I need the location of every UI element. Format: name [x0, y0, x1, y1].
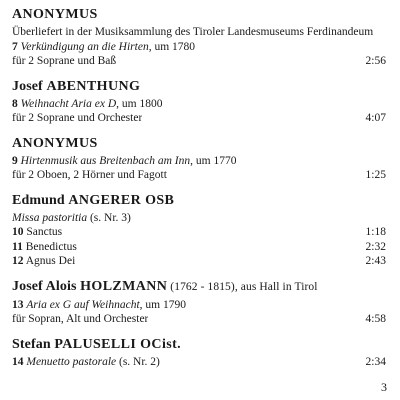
track-number: 14 — [12, 355, 24, 368]
composer-name — [12, 336, 386, 353]
composer-firstname: Edmund — [12, 192, 65, 208]
track-number: 9 — [12, 154, 18, 167]
section-abenthung — [12, 78, 386, 126]
track-scoring: für Sopran, Alt und Orchester — [12, 313, 149, 325]
composer-name — [12, 192, 386, 209]
track-title: Aria ex G auf Weihnacht — [26, 298, 140, 311]
track-title: Hirtenmusik aus Breitenbach am Inn — [20, 154, 191, 167]
composer-firstname: Josef Alois — [12, 278, 77, 294]
work-reference: (s. Nr. 3) — [87, 211, 131, 224]
track-duration: 2:34 — [365, 355, 386, 368]
track-listing — [12, 6, 386, 378]
composer-surname: HOLZMANN — [80, 278, 168, 294]
track-10 — [12, 225, 386, 240]
work-title: Missa pastoritia — [12, 211, 88, 224]
composer-name — [12, 278, 386, 296]
track-title: Benedictus — [25, 240, 77, 253]
source-note — [12, 25, 386, 40]
composer-surname: ANONYMUS — [12, 7, 98, 22]
page-number: 3 — [381, 380, 387, 394]
track-13-scoring — [12, 312, 386, 327]
track-number: 7 — [12, 40, 18, 53]
track-date: , um 1790 — [139, 298, 186, 311]
track-scoring: für 2 Soprane und Baß — [12, 55, 117, 67]
track-12 — [12, 254, 386, 269]
composer-details: (1762 - 1815), aus Hall in Tirol — [167, 280, 318, 293]
section-paluselli — [12, 336, 386, 370]
composer-surname: ANONYMUS — [12, 135, 98, 151]
track-number: 8 — [12, 97, 18, 110]
track-number: 13 — [12, 298, 24, 311]
track-date: , um 1800 — [116, 97, 163, 110]
composer-surname: ANGERER OSB — [68, 192, 175, 208]
track-7-scoring — [12, 54, 386, 69]
track-8 — [12, 97, 386, 112]
track-14 — [12, 355, 386, 370]
track-scoring: für 2 Oboen, 2 Hörner und Fagott — [12, 169, 167, 181]
composer-name — [12, 78, 386, 95]
section-anonymus-2 — [12, 135, 386, 183]
composer-surname: ABENTHUNG — [46, 78, 141, 94]
composer-name — [12, 6, 386, 23]
track-8-scoring — [12, 111, 386, 126]
track-title: Weihnacht Aria ex D — [20, 97, 117, 110]
section-anonymus-1 — [12, 6, 386, 69]
track-duration: 4:07 — [365, 112, 386, 124]
work-title-line — [12, 211, 386, 226]
track-9 — [12, 154, 386, 169]
track-number: 12 — [12, 255, 24, 267]
track-9-scoring — [12, 168, 386, 183]
composer-firstname: Josef — [12, 78, 43, 94]
source-note-text: Überliefert in der Musiksammlung des Tiroler Landesmuseums Ferdinandeum — [12, 26, 374, 38]
track-title: Sanctus — [26, 226, 63, 238]
track-duration: 2:32 — [365, 240, 386, 253]
track-number: 10 — [12, 226, 24, 238]
composer-name — [12, 135, 386, 152]
track-title: Agnus Dei — [25, 255, 76, 267]
composer-surname: PALUSELLI OCist. — [54, 336, 182, 352]
track-number: 11 — [12, 240, 23, 253]
track-reference: (s. Nr. 2) — [116, 355, 160, 368]
track-7 — [12, 40, 386, 55]
track-date: , um 1770 — [190, 154, 237, 167]
track-date: , um 1780 — [148, 40, 196, 53]
track-scoring: für 2 Soprane und Orchester — [12, 112, 143, 124]
track-duration: 2:43 — [365, 255, 386, 267]
track-duration: 4:58 — [365, 313, 386, 325]
track-11 — [12, 240, 386, 255]
composer-firstname: Stefan — [12, 336, 51, 352]
track-duration: 2:56 — [365, 55, 386, 67]
track-title: Menuetto pastorale — [26, 355, 117, 368]
track-13 — [12, 298, 386, 313]
section-holzmann — [12, 278, 386, 327]
track-title: Verkündigung an die Hirten — [20, 40, 149, 53]
track-duration: 1:18 — [365, 226, 386, 238]
track-duration: 1:25 — [365, 169, 386, 181]
section-angerer — [12, 192, 386, 269]
